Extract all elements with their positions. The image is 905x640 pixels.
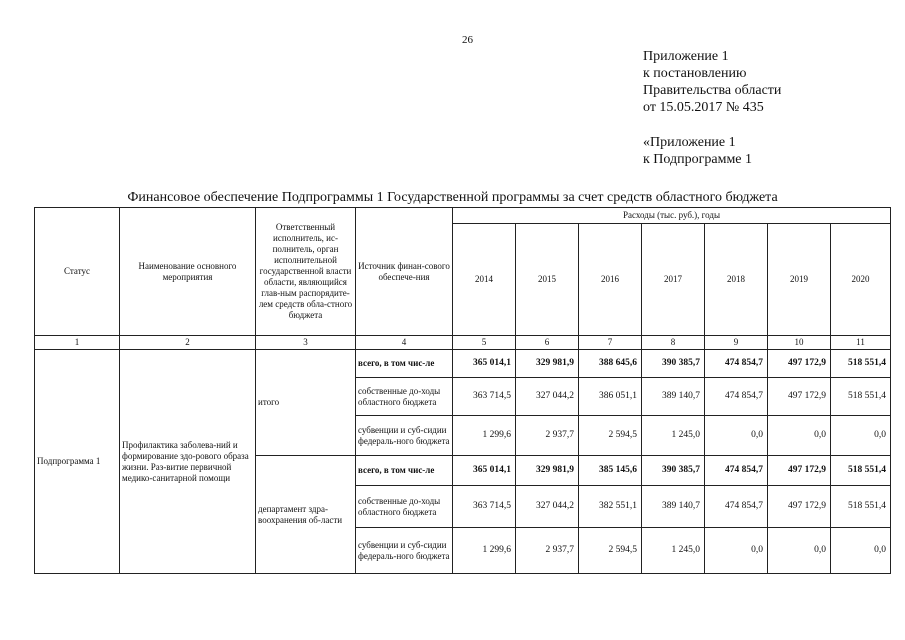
value-cell: 329 981,9	[516, 350, 579, 378]
source-cell: субвенции и суб-сидии федераль-ного бюджета	[356, 528, 453, 574]
value-cell: 382 551,1	[579, 486, 642, 528]
col-header-year: 2014	[453, 224, 516, 336]
value-cell: 1 245,0	[642, 416, 705, 456]
column-number: 3	[256, 336, 356, 350]
header-line: к постановлению	[643, 66, 747, 81]
value-cell: 327 044,2	[516, 378, 579, 416]
source-cell: собственные до-ходы областного бюджета	[356, 378, 453, 416]
value-cell: 363 714,5	[453, 378, 516, 416]
value-cell: 0,0	[768, 416, 831, 456]
value-cell: 388 645,6	[579, 350, 642, 378]
col-header-name: Наименование основного мероприятия	[120, 208, 256, 336]
value-cell: 2 594,5	[579, 416, 642, 456]
column-number: 6	[516, 336, 579, 350]
column-number-row	[35, 336, 891, 350]
value-cell: 497 172,9	[768, 486, 831, 528]
column-number: 10	[768, 336, 831, 350]
value-cell: 386 051,1	[579, 378, 642, 416]
value-cell: 474 854,7	[705, 486, 768, 528]
source-cell: субвенции и суб-сидии федераль-ного бюджета	[356, 416, 453, 456]
value-cell: 2 594,5	[579, 528, 642, 574]
column-number: 8	[642, 336, 705, 350]
header-gap	[643, 116, 781, 134]
column-number: 11	[831, 336, 891, 350]
column-number: 5	[453, 336, 516, 350]
col-header-year: 2019	[768, 224, 831, 336]
source-cell: всего, в том чис-ле	[356, 456, 453, 486]
value-cell: 518 551,4	[831, 350, 891, 378]
table-row	[35, 350, 891, 378]
value-cell: 474 854,7	[705, 350, 768, 378]
value-cell: 474 854,7	[705, 456, 768, 486]
header-line: Правительства области	[643, 83, 782, 98]
financing-table	[34, 207, 891, 574]
value-cell: 329 981,9	[516, 456, 579, 486]
column-number: 9	[705, 336, 768, 350]
value-cell: 518 551,4	[831, 378, 891, 416]
header-line: к Подпрограмме 1	[643, 152, 753, 167]
value-cell: 327 044,2	[516, 486, 579, 528]
value-cell: 390 385,7	[642, 350, 705, 378]
source-cell: всего, в том чис-ле	[356, 350, 453, 378]
executor-cell: департамент здра-воохранения об-ласти	[256, 456, 356, 574]
value-cell: 497 172,9	[768, 378, 831, 416]
value-cell: 518 551,4	[831, 456, 891, 486]
column-number: 2	[120, 336, 256, 350]
value-cell: 389 140,7	[642, 378, 705, 416]
column-number: 7	[579, 336, 642, 350]
page-number: 26	[462, 34, 473, 46]
col-header-year: 2016	[579, 224, 642, 336]
value-cell: 474 854,7	[705, 378, 768, 416]
value-cell: 385 145,6	[579, 456, 642, 486]
activity-cell: Профилактика заболева-ний и формирование здо-рового образа жизни. Раз-витие первичной медико-санитарной помощи	[120, 350, 256, 574]
value-cell: 1 299,6	[453, 416, 516, 456]
value-cell: 365 014,1	[453, 456, 516, 486]
header-line: от 15.05.2017 № 435	[643, 100, 764, 115]
col-header-year: 2018	[705, 224, 768, 336]
column-number: 4	[356, 336, 453, 350]
value-cell: 0,0	[705, 528, 768, 574]
col-header-source: Источник финан-сового обеспече-ния	[356, 208, 453, 336]
column-number: 1	[35, 336, 120, 350]
value-cell: 0,0	[705, 416, 768, 456]
source-cell: собственные до-ходы областного бюджета	[356, 486, 453, 528]
value-cell: 0,0	[831, 528, 891, 574]
col-header-year: 2017	[642, 224, 705, 336]
header-line: Приложение 1	[643, 49, 729, 64]
value-cell: 2 937,7	[516, 528, 579, 574]
col-header-year: 2020	[831, 224, 891, 336]
header-line: «Приложение 1	[643, 135, 736, 150]
value-cell: 1 245,0	[642, 528, 705, 574]
table-title: Финансовое обеспечение Подпрограммы 1 Государственной программы за счет средств областного бюджета	[127, 190, 778, 205]
col-header-year: 2015	[516, 224, 579, 336]
value-cell: 390 385,7	[642, 456, 705, 486]
header-row	[35, 208, 891, 224]
value-cell: 518 551,4	[831, 486, 891, 528]
value-cell: 2 937,7	[516, 416, 579, 456]
value-cell: 497 172,9	[768, 456, 831, 486]
appendix-header	[643, 48, 781, 168]
status-cell: Подпрограмма 1	[35, 350, 120, 574]
value-cell: 1 299,6	[453, 528, 516, 574]
value-cell: 0,0	[831, 416, 891, 456]
value-cell: 497 172,9	[768, 350, 831, 378]
col-header-status: Статус	[35, 208, 120, 336]
executor-cell: итого	[256, 350, 356, 456]
value-cell: 363 714,5	[453, 486, 516, 528]
col-header-expenses: Расходы (тыс. руб.), годы	[453, 208, 891, 224]
value-cell: 0,0	[768, 528, 831, 574]
col-header-executor: Ответственный исполнитель, ис-полнитель, орган исполнительной государственной власти области, являющийся глав-ным распорядите-лем средств обла-стного бюджета	[256, 208, 356, 336]
value-cell: 365 014,1	[453, 350, 516, 378]
value-cell: 389 140,7	[642, 486, 705, 528]
